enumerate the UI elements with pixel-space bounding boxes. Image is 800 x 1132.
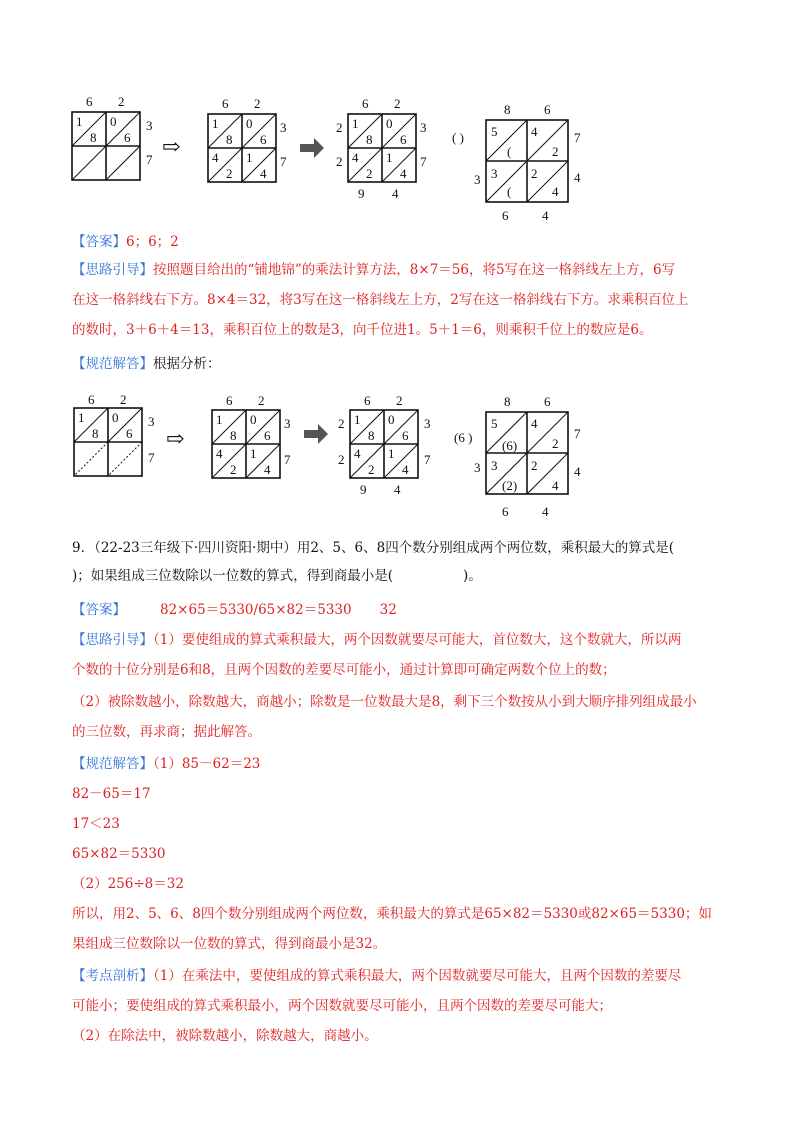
q8-hint-line-1 — [72, 260, 732, 280]
g4b-cell-7: 4 — [552, 478, 559, 493]
g3b-cell-4: 4 — [354, 446, 361, 461]
g2-cell-3: 6 — [260, 132, 267, 147]
g2b-cell-3: 6 — [264, 428, 271, 443]
g3b-cell-3: 6 — [402, 428, 409, 443]
g2-right-1: 7 — [280, 154, 287, 169]
hint-text: 按照题目给出的“铺地锦”的乘法计算方法，8×7＝56，将5写在这一格斜线左上方，6写 — [153, 262, 676, 278]
q9-hint-line-4: 的三位数，再求商；据此解答。 — [72, 724, 261, 740]
g3-cell-2: 0 — [386, 116, 393, 131]
g1-top-0: 6 — [86, 94, 93, 109]
g3-cell-4: 4 — [352, 150, 359, 165]
g2b-cell-2: 0 — [250, 412, 257, 427]
analysis-tag: 【考点剖析】 — [72, 968, 153, 984]
g3-cell-0: 1 — [352, 116, 359, 131]
g2-cell-6: 1 — [246, 150, 253, 165]
g1b-cell-3: 6 — [126, 426, 133, 441]
solution-tag: 【规范解答】 — [72, 356, 153, 372]
g3-bottom-1: 4 — [392, 186, 399, 201]
g4b-cell-3: 2 — [552, 436, 559, 451]
g4b-left-1: 3 — [474, 460, 481, 475]
g4-cell-1: ( — [507, 144, 512, 159]
analysis-text: （1）在乘法中，要使组成的算式乘积最大，两个因数就要尽可能大，且两个因数的差要尽 — [153, 968, 682, 984]
g2b-cell-1: 8 — [230, 428, 237, 443]
g3-bottom-0: 9 — [358, 186, 365, 201]
g4b-top-0: 8 — [504, 394, 511, 409]
g1-top-1: 2 — [118, 94, 125, 109]
g3-cell-1: 8 — [366, 132, 373, 147]
g4-left-0: 3 — [474, 172, 481, 187]
q9-answer — [72, 600, 732, 620]
lattice-diagrams — [58, 92, 758, 222]
g4-bottom-0: 6 — [502, 208, 509, 222]
g1-right-1: 7 — [146, 152, 153, 167]
g4-top-0: 8 — [504, 102, 511, 117]
solution-tag: 【规范解答】 — [72, 756, 153, 772]
q9-solution-line-6: 所以，用2、5、6、8四个数分别组成两个两位数，乘积最大的算式是65×82＝5330或82×65＝5330；如 — [72, 906, 712, 922]
g3-cell-7: 4 — [400, 166, 407, 181]
q9-analysis-line-2: 可能小；要使组成的算式乘积最小，两个因数就要尽可能小，且两个因数的差要尽可能大； — [72, 998, 612, 1014]
q8-answer — [72, 232, 732, 252]
q9-solution-line-5: （2）256÷8＝32 — [72, 876, 184, 892]
q9-solution-line-3: 17＜23 — [72, 816, 120, 832]
g2b-cell-4: 4 — [216, 446, 223, 461]
g3b-top-1: 2 — [396, 393, 403, 408]
g4b-top-1: 6 — [544, 394, 551, 409]
g3b-right-0: 3 — [424, 416, 431, 431]
g4-cell-7: 4 — [552, 184, 559, 199]
g4-bottom-1: 4 — [542, 208, 549, 222]
g2-top-1: 2 — [254, 96, 261, 111]
g1b-right-1: 7 — [148, 450, 155, 465]
q9-question-line-2 — [72, 566, 732, 586]
g3-cell-3: 6 — [400, 132, 407, 147]
g4-cell-5: ( — [507, 184, 512, 199]
g3b-cell-5: 2 — [368, 462, 375, 477]
g1b-cell-1: 8 — [92, 426, 99, 441]
g1b-cell-2: 0 — [112, 410, 119, 425]
g3-right-1: 7 — [420, 154, 427, 169]
q9-solution-line-2: 82－65＝17 — [72, 786, 151, 802]
lattice-figure-2 — [58, 392, 758, 522]
g4b-bottom-0: 6 — [502, 504, 509, 519]
g4b-cell-5: (2) — [502, 478, 518, 493]
solution-text: 根据分析： — [153, 356, 221, 372]
lattice-diagrams-solved — [58, 392, 758, 522]
g3b-cell-1: 8 — [368, 428, 375, 443]
g4b-cell-4: 3 — [491, 458, 498, 473]
g2b-top-0: 6 — [226, 393, 233, 408]
g3b-left-0: 2 — [338, 416, 345, 431]
g2-cell-5: 2 — [226, 166, 233, 181]
g4-top-1: 6 — [544, 102, 551, 117]
g1-right-0: 3 — [146, 118, 153, 133]
g2-right-0: 3 — [280, 120, 287, 135]
hint-tag: 【思路引导】 — [72, 632, 153, 648]
g3-right-0: 3 — [420, 120, 427, 135]
g2b-cell-0: 1 — [216, 412, 223, 427]
q9-hint-line-3: （2）被除数越小，除数越大，商越小；除数是一位数最大是8，剩下三个数按从小到大顺序排列组成最小 — [72, 694, 697, 710]
q9-question-line-1: 9．（22-23三年级下·四川资阳·期中）用2、5、6、8四个数分别组成两个两位数，乘积最大的算式是( — [72, 540, 674, 556]
g3-top-0: 6 — [362, 96, 369, 111]
g4b-cell-2: 4 — [531, 416, 538, 431]
answer-tag: 【答案】 — [72, 234, 126, 250]
g2-cell-2: 0 — [246, 116, 253, 131]
g3b-bottom-1: 4 — [394, 482, 401, 497]
g3b-left-1: 2 — [338, 452, 345, 467]
g4-right-0: 7 — [574, 130, 581, 145]
g3b-cell-7: 4 — [402, 462, 409, 477]
g2b-right-1: 7 — [284, 452, 291, 467]
solution-text: （1）85－62＝23 — [153, 756, 261, 772]
answer-1: 82×65＝5330/65×82＝5330 — [160, 602, 352, 618]
question-part-a: )；如果组成三位数除以一位数的算式，得到商最小是( — [72, 568, 394, 584]
q9-hint-line-2: 个数的十位分别是6和8，且两个因数的差要尽可能小，通过计算即可确定两数个位上的数； — [72, 662, 616, 678]
arrow-icon: ⇨ — [162, 134, 181, 159]
g2b-cell-6: 1 — [250, 446, 257, 461]
g3b-bottom-0: 9 — [360, 482, 367, 497]
g4-cell-4: 3 — [491, 166, 498, 181]
g3b-cell-2: 0 — [388, 412, 395, 427]
g4b-right-1: 4 — [574, 464, 581, 479]
filled-arrow-icon-2 — [304, 424, 328, 444]
g4-cell-6: 2 — [531, 166, 538, 181]
g3b-right-1: 7 — [424, 452, 431, 467]
g3b-cell-6: 1 — [388, 446, 395, 461]
g1-cell-0: 1 — [76, 114, 83, 129]
g4-cell-3: 2 — [552, 144, 559, 159]
g4b-cell-1: (6) — [502, 438, 518, 453]
g3-left-0: 2 — [336, 120, 343, 135]
g1b-top-1: 2 — [120, 392, 127, 407]
g4b-cell-6: 2 — [531, 458, 538, 473]
q9-solution-line-1 — [72, 754, 732, 774]
g4b-bottom-1: 4 — [542, 504, 549, 519]
g2-cell-7: 4 — [260, 166, 267, 181]
g3-cell-5: 2 — [366, 166, 373, 181]
answer-tag: 【答案】 — [72, 602, 126, 618]
g2b-top-1: 2 — [258, 393, 265, 408]
g2-cell-0: 1 — [212, 116, 219, 131]
q9-analysis-line-1 — [72, 966, 732, 986]
g2-cell-1: 8 — [226, 132, 233, 147]
g1b-cell-0: 1 — [78, 410, 85, 425]
g1-cell-3: 6 — [124, 130, 131, 145]
q9-hint-line-1 — [72, 630, 732, 650]
hint-tag: 【思路引导】 — [72, 262, 153, 278]
g2b-right-0: 3 — [284, 416, 291, 431]
q9-solution-line-7: 果组成三位数除以一位数的算式，得到商最小是32。 — [72, 936, 387, 952]
g1-cell-1: 8 — [90, 130, 97, 145]
answer-2: 32 — [379, 602, 397, 618]
lattice-figure-1 — [58, 92, 758, 222]
q8-solution — [72, 354, 732, 374]
g4-cell-2: 4 — [531, 124, 538, 139]
arrow-icon-2: ⇨ — [166, 426, 185, 451]
g4-blank: ( ) — [452, 130, 464, 145]
g4b-blank: (6 ) — [454, 430, 473, 445]
question-part-b: )。 — [463, 568, 482, 584]
g3-top-1: 2 — [394, 96, 401, 111]
answer-text: 6；6；2 — [126, 234, 179, 250]
g3b-cell-0: 1 — [354, 412, 361, 427]
q8-hint-line-2: 在这一格斜线右下方。8×4＝32，将3写在这一格斜线左上方，2写在这一格斜线右下方。求乘积百位上 — [72, 292, 689, 308]
g1-cell-2: 0 — [110, 114, 117, 129]
g1b-right-0: 3 — [148, 414, 155, 429]
filled-arrow-icon — [300, 138, 324, 158]
g1b-top-0: 6 — [88, 392, 95, 407]
g2-top-0: 6 — [222, 96, 229, 111]
q9-solution-line-4: 65×82＝5330 — [72, 846, 166, 862]
g2b-cell-5: 2 — [230, 462, 237, 477]
q9-analysis-line-3: （2）在除法中，被除数越小，除数越大，商越小。 — [72, 1028, 378, 1044]
g2b-cell-7: 4 — [264, 462, 271, 477]
g3-cell-6: 1 — [386, 150, 393, 165]
g4-cell-0: 5 — [491, 124, 498, 139]
g3-left-1: 2 — [336, 154, 343, 169]
q8-hint-line-3: 的数时，3＋6＋4＝13，乘积百位上的数是3，向千位进1。5＋1＝6，则乘积千位上的数应是6。 — [72, 322, 653, 338]
g4b-right-0: 7 — [574, 426, 581, 441]
hint-text: （1）要使组成的算式乘积最大，两个因数就要尽可能大，首位数大，这个数就大，所以两 — [153, 632, 682, 648]
g4-right-1: 4 — [574, 170, 581, 185]
g3b-top-0: 6 — [364, 393, 371, 408]
g4b-cell-0: 5 — [491, 416, 498, 431]
g2-cell-4: 4 — [212, 150, 219, 165]
